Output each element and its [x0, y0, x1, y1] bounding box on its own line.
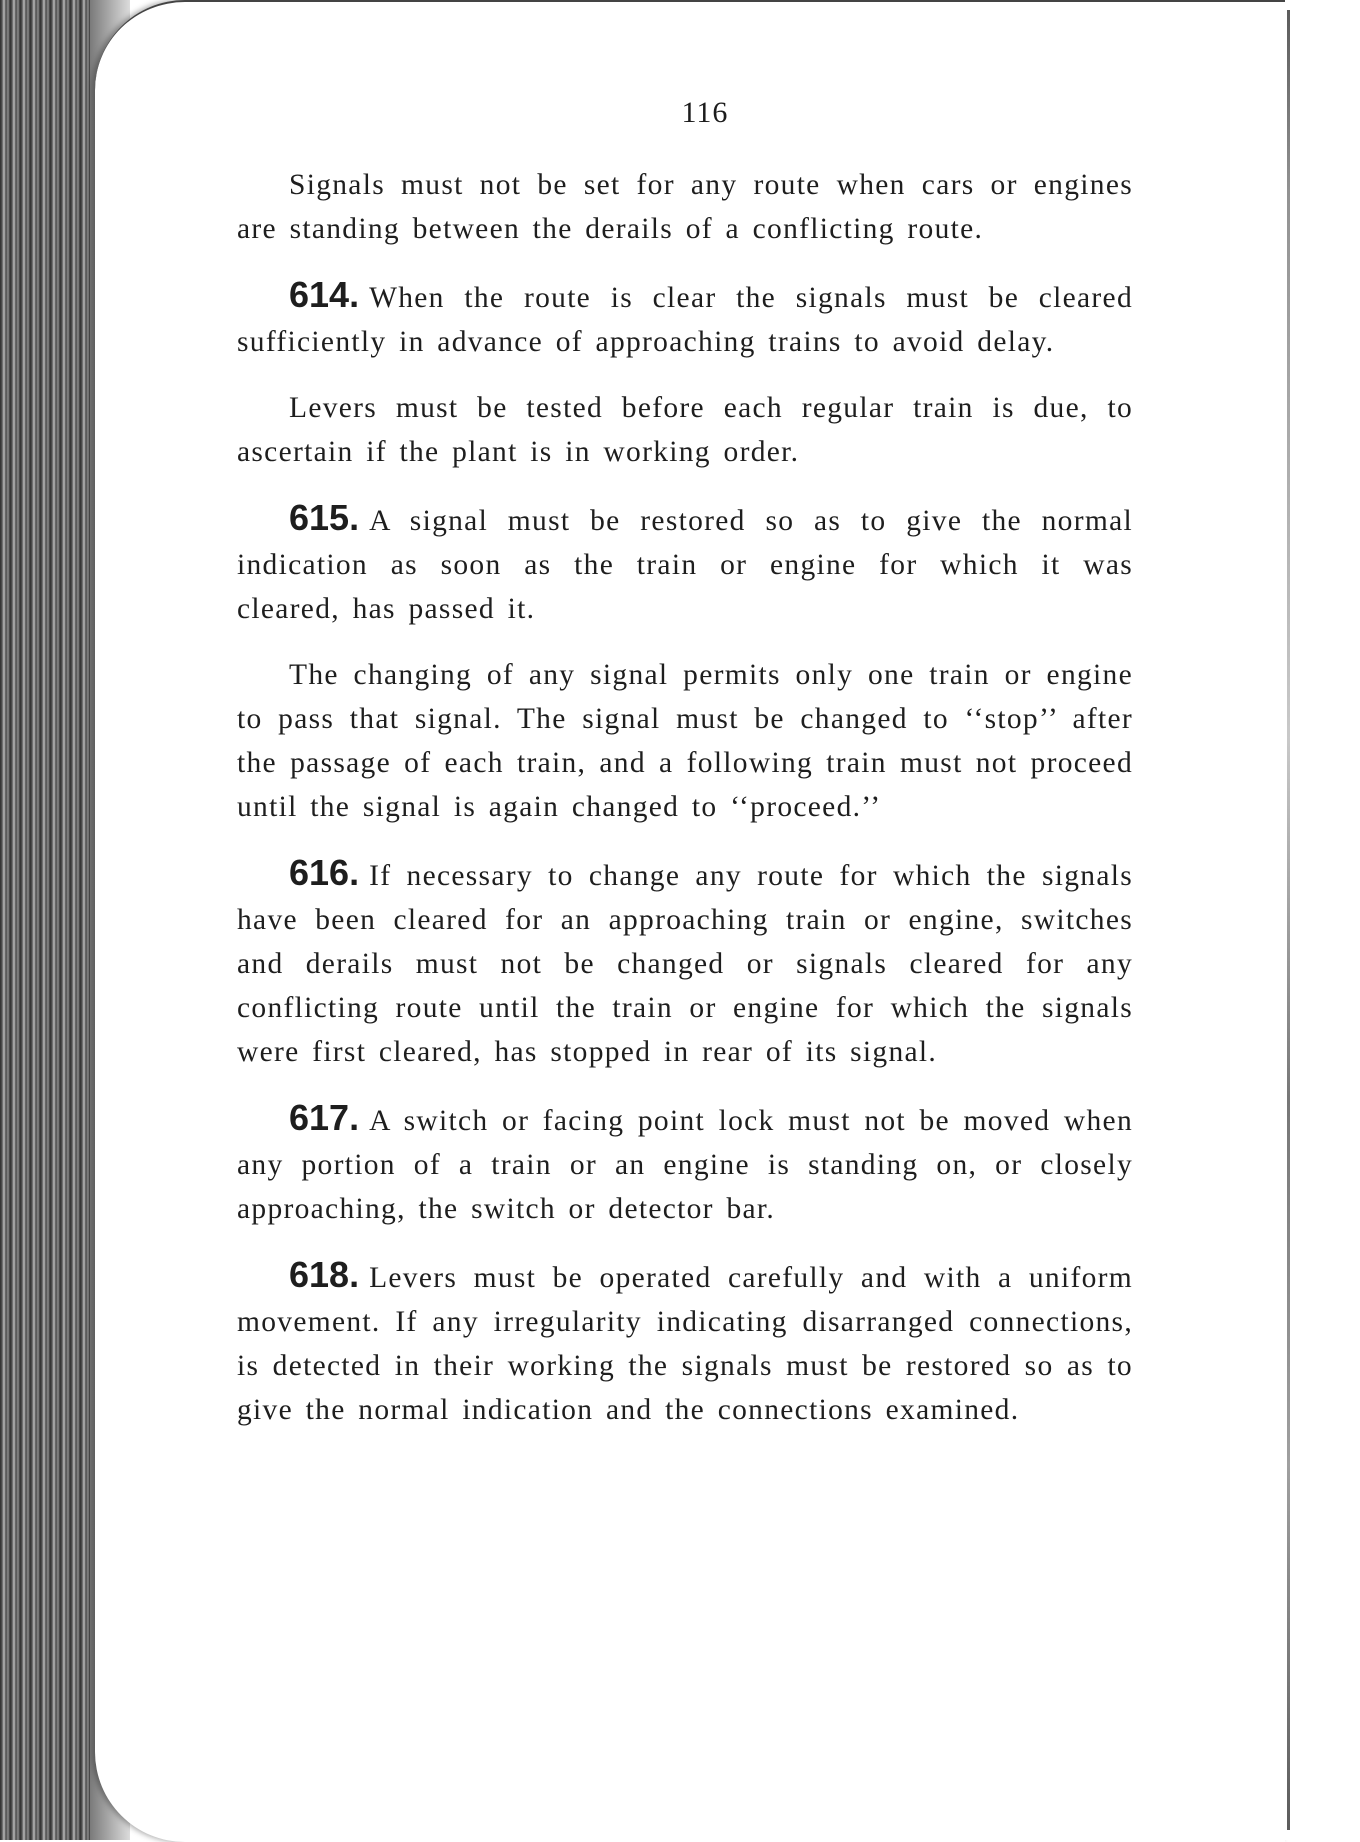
paragraph — [237, 163, 1133, 251]
rule-number: 618. — [289, 1254, 360, 1295]
paragraph — [237, 496, 1133, 631]
paragraph-text: Signals must not be set for any route when cars or engines are standing between the derails of a conflicting route. — [237, 169, 1133, 245]
paragraph — [237, 386, 1133, 474]
paragraph-text: Levers must be operated carefully and with a uniform movement. If any irregularity indicating disarranged connections, is detected in their working the signals must be restored so as to give the normal indication and the connections examined. — [237, 1262, 1133, 1426]
rule-number: 617. — [289, 1097, 360, 1138]
paragraph-text: The changing of any signal permits only one train or engine to pass that signal. The signal must be changed to ‘‘stop’’ after the passage of each train, and a following train must not proceed until the signal is again changed to ‘‘proceed.’’ — [237, 659, 1133, 823]
page-body — [237, 163, 1133, 1454]
right-gutter — [1285, 0, 1360, 1840]
paragraph-text: A signal must be restored so as to give the normal indication as soon as the train or engine for which it was cleared, has passed it. — [237, 505, 1133, 625]
paragraph — [237, 1096, 1133, 1231]
paragraph — [237, 653, 1133, 829]
paragraph-text: Levers must be tested before each regular train is due, to ascertain if the plant is in working order. — [237, 392, 1133, 468]
paragraph-text: A switch or facing point lock must not be moved when any portion of a train or an engine is standing on, or closely approaching, the switch or detector bar. — [237, 1105, 1133, 1225]
paragraph — [237, 851, 1133, 1074]
paragraph — [237, 273, 1133, 364]
rule-number: 616. — [289, 852, 360, 893]
paragraph — [237, 1253, 1133, 1432]
rule-number: 615. — [289, 497, 360, 538]
rule-number: 614. — [289, 274, 360, 315]
page-number: 116 — [681, 96, 729, 129]
paragraph-text: If necessary to change any route for which the signals have been cleared for an approaching train or engine, switches and derails must not be changed or signals cleared for any conflicting route until the train or engine for which the signals were first cleared, has stopped in rear of its signal. — [237, 860, 1133, 1068]
book-spine — [1287, 10, 1290, 1830]
paragraph-text: When the route is clear the signals must be cleared sufficiently in advance of approaching trains to avoid delay. — [237, 282, 1133, 358]
